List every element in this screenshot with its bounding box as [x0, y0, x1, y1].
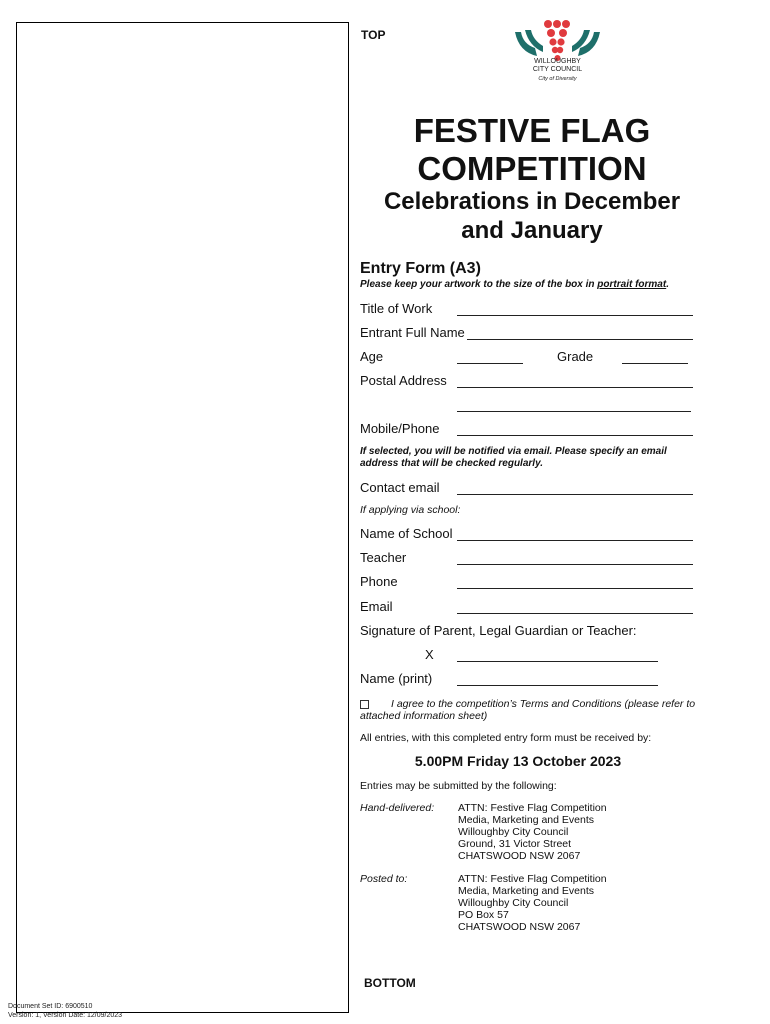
delivery-address-post: ATTN: Festive Flag Competition Media, Marketing and Events Willoughby City Council PO Box 57 CHATSWOOD NSW 2067: [458, 873, 607, 933]
delivery-address-hand: ATTN: Festive Flag Competition Media, Marketing and Events Willoughby City Council Ground, 31 Victor Street CHATSWOOD NSW 2067: [458, 802, 607, 862]
mobile-phone-field[interactable]: [457, 435, 693, 436]
artwork-box: [16, 22, 349, 1013]
page-subtitle: Celebrations in December and January: [383, 188, 681, 244]
age-field[interactable]: [457, 363, 523, 364]
submit-intro: Entries may be submitted by the following:: [360, 780, 557, 792]
terms-agreement-text: I agree to the competition’s Terms and Conditions (please refer to attached information sheet): [360, 698, 696, 722]
name-print-label: Name (print): [360, 671, 433, 686]
postal-address-field-2[interactable]: [457, 411, 691, 412]
delivery-method-hand: Hand-delivered:: [360, 802, 435, 814]
signature-x: X: [425, 647, 434, 662]
bottom-label: BOTTOM: [364, 976, 416, 990]
title-of-work-field[interactable]: [457, 315, 693, 316]
email-label: Email: [360, 599, 393, 614]
logo-tagline: City of Diversity: [538, 76, 577, 82]
deadline: 5.00PM Friday 13 October 2023: [414, 753, 622, 769]
name-print-field[interactable]: [457, 685, 658, 686]
school-name-field[interactable]: [457, 540, 693, 541]
postal-address-field[interactable]: [457, 387, 693, 388]
logo-line1: WILLOUGHBY: [534, 58, 581, 65]
footer-version: Version: 1, Version Date: 12/09/2023: [8, 1012, 123, 1019]
signature-label: Signature of Parent, Legal Guardian or Teacher:: [360, 623, 637, 638]
title-of-work-label: Title of Work: [360, 301, 433, 316]
contact-email-field[interactable]: [457, 494, 693, 495]
received-by-text: All entries, with this completed entry form must be received by:: [360, 732, 652, 744]
notify-note: If selected, you will be notified via email. Please specify an email address that will be checked regularly.: [360, 446, 667, 469]
school-name-label: Name of School: [360, 526, 453, 541]
page-title: FESTIVE FLAG COMPETITION: [413, 112, 651, 187]
size-instruction: Please keep your artwork to the size of the box in portrait format.: [360, 279, 669, 290]
terms-checkbox[interactable]: [360, 700, 369, 709]
teacher-label: Teacher: [360, 550, 407, 565]
signature-field[interactable]: [457, 661, 658, 662]
form-heading: Entry Form (A3): [360, 260, 481, 277]
teacher-field[interactable]: [457, 564, 693, 565]
delivery-method-post: Posted to:: [360, 873, 408, 885]
entrant-name-field[interactable]: [467, 339, 693, 340]
terms-agreement: [360, 698, 705, 722]
footer-doc-id: Document Set ID: 6900510: [8, 1003, 93, 1010]
grade-label: Grade: [557, 349, 594, 364]
logo-line2: CITY COUNCIL: [532, 66, 583, 73]
school-note: If applying via school:: [360, 504, 461, 516]
mobile-phone-label: Mobile/Phone: [360, 421, 440, 436]
council-logo: [505, 18, 610, 86]
age-label: Age: [360, 349, 384, 364]
entrant-name-label: Entrant Full Name: [360, 325, 465, 340]
email-field[interactable]: [457, 613, 693, 614]
top-label: TOP: [361, 28, 386, 42]
postal-address-label: Postal Address: [360, 373, 447, 388]
phone-label: Phone: [360, 574, 398, 589]
contact-email-label: Contact email: [360, 480, 440, 495]
grade-field[interactable]: [622, 363, 688, 364]
phone-field[interactable]: [457, 588, 693, 589]
